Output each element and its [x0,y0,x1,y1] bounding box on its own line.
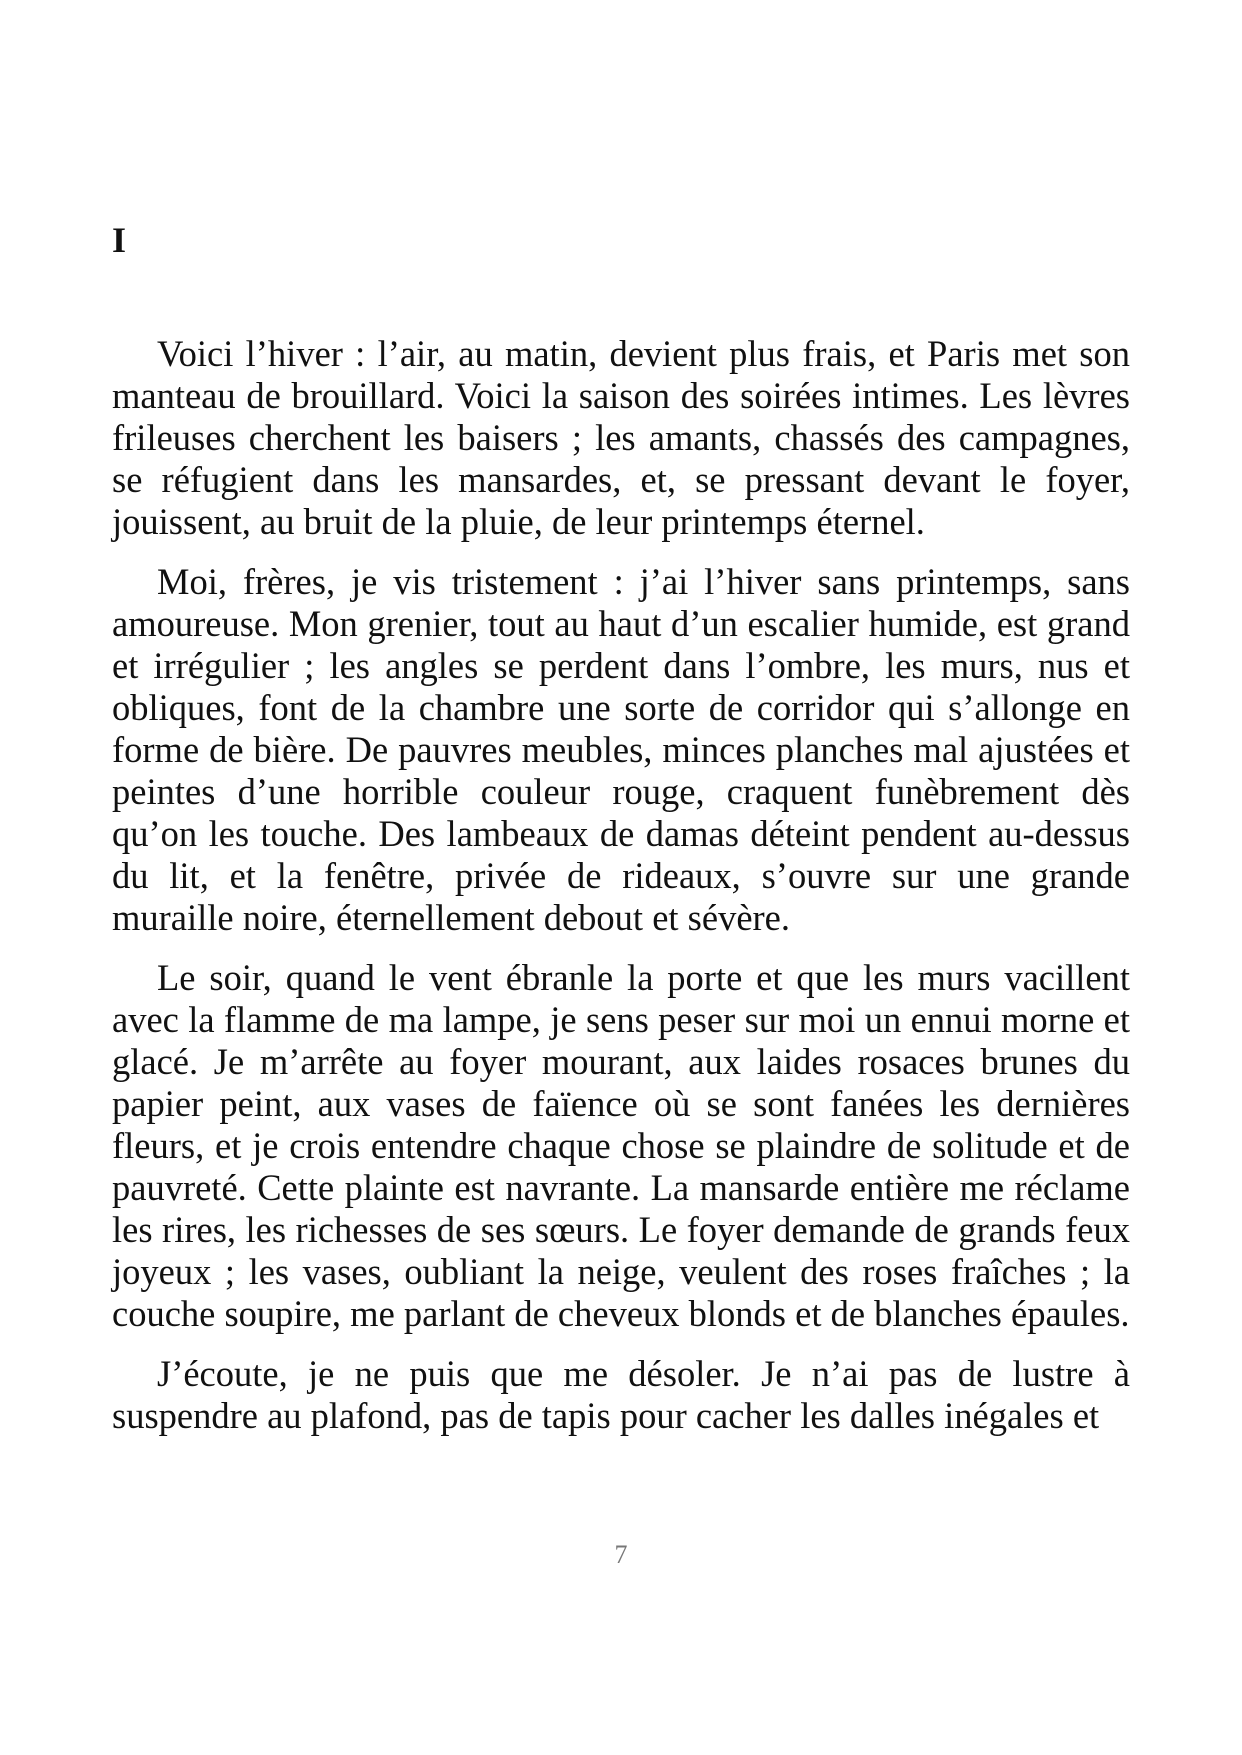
paragraph-4: J’écoute, je ne puis que me désoler. Je n’ai pas de lustre à suspendre au plafond, pas de tapis pour cacher les dalles inégales et [112,1353,1130,1436]
paragraph-2: Moi, frères, je vis tristement : j’ai l’hiver sans printemps, sans amoureuse. Mon grenier, tout au haut d’un escalier humide, est grand et irrégulier ; les angles se perdent dans l’ombre, les murs, nus et obliques, font de la chambre une sorte de corridor qui s’allonge en forme de bière. De pauvres meubles, minces planches mal ajustées et peintes d’une horrible couleur rouge, craquent funèbrement dès qu’on les touche. Des lambeaux de damas déteint pendent au-dessus du lit, et la fenêtre, privée de rideaux, s’ouvre sur une grande muraille noire, éternellement debout et sévère. [112,561,1130,938]
paragraph-3: Le soir, quand le vent ébranle la porte et que les murs vacillent avec la flamme de ma lampe, je sens peser sur moi un ennui morne et glacé. Je m’arrête au foyer mourant, aux laides rosaces brunes du papier peint, aux vases de faïence où se sont fanées les dernières fleurs, et je crois entendre chaque chose se plaindre de solitude et de pauvreté. Cette plainte est navrante. La mansarde entière me réclame les rires, les richesses de ses sœurs. Le foyer demande de grands feux joyeux ; les vases, oubliant la neige, veulent des roses fraîches ; la couche soupire, me parlant de cheveux blonds et de blanches épaules. [112,957,1130,1334]
body-text [112,333,1130,1455]
chapter-heading: I [112,220,127,260]
page-number: 7 [614,1540,628,1569]
paragraph-1: Voici l’hiver : l’air, au matin, devient plus frais, et Paris met son manteau de brouillard. Voici la saison des soirées intimes. Les lèvres frileuses cherchent les baisers ; les amants, chassés des campagnes, se réfugient dans les mansardes, et, se pressant devant le foyer, jouissent, au bruit de la pluie, de leur printemps éternel. [112,333,1130,542]
